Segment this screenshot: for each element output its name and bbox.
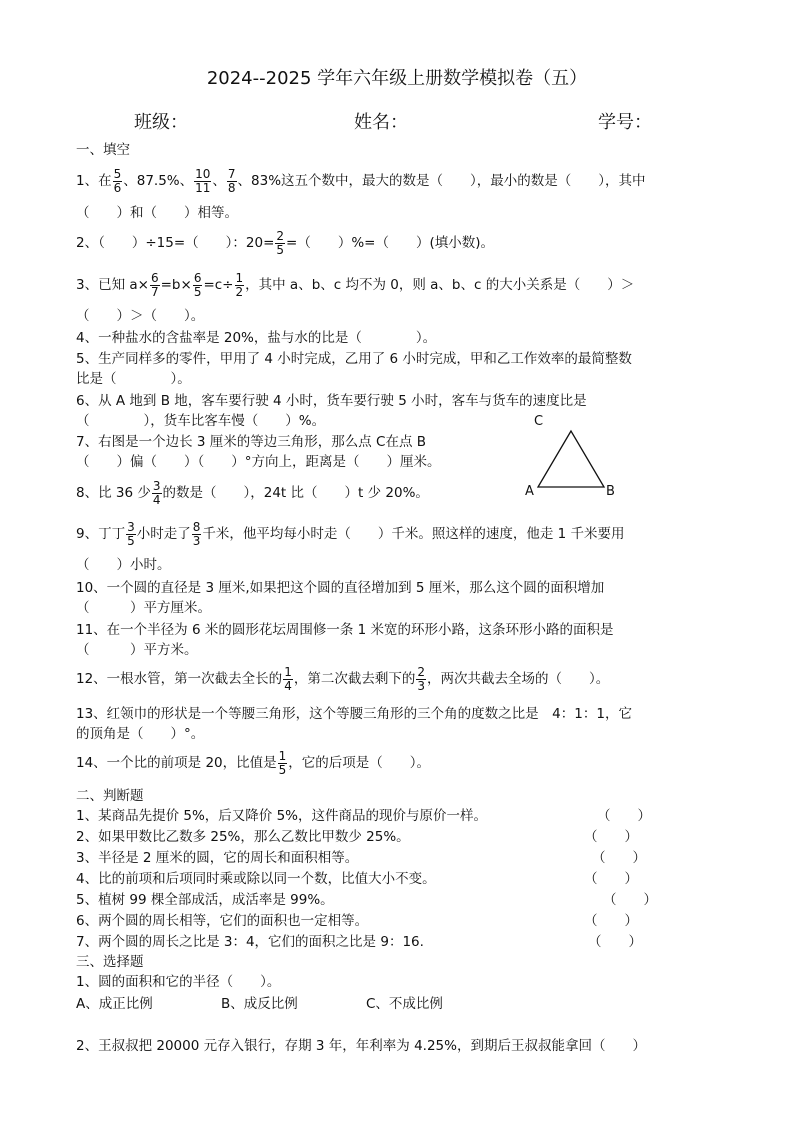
choice-question-2: 2、王叔叔把 20000 元存入银行，存期 3 年，年利率为 4.25%，到期后王叔叔能拿回（ ）	[76, 1038, 646, 1054]
judge-item-3: 3、半径是 2 厘米的圆，它的周长和面积相等。	[76, 850, 359, 866]
judge-answer-paren[interactable]: （ ）	[597, 808, 651, 824]
judge-item-1: 1、某商品先提价 5%，后又降价 5%，这件商品的现价与原价一样。	[76, 808, 488, 824]
fraction: $\frac{8}{3}$	[192, 519, 201, 548]
fraction: $\frac{5}{6}$	[113, 166, 122, 195]
judge-item-4: 4、比的前项和后项同时乘或除以同一个数，比值大小不变。	[76, 871, 436, 887]
fraction: $\frac{2}{5}$	[276, 228, 285, 257]
fill-question-13-line2: 的顶角是（ ）°。	[76, 726, 205, 742]
equilateral-triangle-diagram	[535, 428, 607, 490]
triangle-label-b: B	[606, 484, 615, 499]
fraction: $\frac{2}{3}$	[417, 664, 425, 693]
fill-question-5: 5、生产同样多的零件，甲用了 4 小时完成，乙用了 6 小时完成，甲和乙工作效率的最简整数	[76, 351, 632, 367]
fill-question-8: 8、比 36 少 $\frac{3}{4}$ 的数是（ ），24t 比（ ）t 少 20%。	[76, 478, 429, 507]
fraction: $\frac{1}{2}$	[235, 270, 244, 299]
fill-question-1: 1、在 $\frac{5}{6}$ 、87.5%、 $\frac{10}{11}$ 、 $\frac{7}{8}$ 、83%这五个数中，最大的数是（ ），最小的数是（ ），其中	[76, 166, 646, 195]
fraction: $\frac{1}{5}$	[278, 748, 287, 777]
judge-item-2: 2、如果甲数比乙数多 25%，那么乙数比甲数少 25%。	[76, 829, 410, 845]
fill-question-7-line2: （ ）偏（ ）（ ）°方向上，距离是（ ）厘米。	[76, 454, 441, 470]
judge-answer-paren[interactable]: （ ）	[603, 892, 657, 908]
fill-question-6: 6、从 A 地到 B 地，客车要行驶 4 小时，货车要行驶 5 小时，客车与货车的速度比是	[76, 393, 587, 409]
judge-item-6: 6、两个圆的周长相等，它们的面积也一定相等。	[76, 913, 369, 929]
choice-option-c[interactable]: C、不成比例	[366, 996, 443, 1012]
exam-title: 2024--2025 学年六年级上册数学模拟卷（五）	[206, 68, 588, 89]
fill-question-13: 13、红领巾的形状是一个等腰三角形，这个等腰三角形的三个角的度数之比是 4：1：1，它	[76, 706, 632, 722]
judge-answer-paren[interactable]: （ ）	[584, 913, 638, 929]
student-number-label: 学号：	[598, 112, 652, 133]
fraction: $\frac{10}{11}$	[195, 166, 211, 195]
fill-question-3-line2: （ ）＞（ ）。	[76, 308, 205, 324]
fill-question-14: 14、一个比的前项是 20，比值是 $\frac{1}{5}$ ，它的后项是（ ）。	[76, 748, 431, 777]
judge-answer-paren[interactable]: （ ）	[584, 871, 638, 887]
judge-answer-paren[interactable]: （ ）	[584, 829, 638, 845]
section-judge-heading: 二、判断题	[76, 788, 144, 804]
fill-question-10-line2: （ ）平方厘米。	[76, 600, 211, 616]
choice-option-b[interactable]: B、成反比例	[221, 996, 298, 1012]
triangle-label-c: C	[534, 414, 544, 429]
fraction: $\frac{6}{5}$	[193, 270, 202, 299]
section-fill-heading: 一、填空	[76, 142, 130, 158]
fill-question-1-line2: （ ）和（ ）相等。	[76, 205, 238, 221]
fill-question-6-line2: （ ），货车比客车慢（ ）%。	[76, 413, 326, 429]
fraction: $\frac{6}{7}$	[150, 270, 159, 299]
judge-answer-paren[interactable]: （ ）	[592, 850, 646, 866]
fill-question-2: 2、（ ）÷15=（ ）：20= $\frac{2}{5}$ =（ ）%=（ ）(填小数)。	[76, 228, 495, 257]
judge-answer-paren[interactable]: （ ）	[588, 934, 642, 950]
triangle-label-a: A	[525, 484, 534, 499]
name-label: 姓名：	[354, 112, 408, 133]
fraction: $\frac{3}{4}$	[152, 478, 161, 507]
fill-question-4: 4、一种盐水的含盐率是 20%，盐与水的比是（ ）。	[76, 330, 437, 346]
fill-question-7: 7、右图是一个边长 3 厘米的等边三角形，那么点 C在点 B	[76, 434, 427, 450]
fraction: $\frac{3}{5}$	[127, 519, 135, 548]
fill-question-11: 11、在一个半径为 6 米的圆形花坛周围修一条 1 米宽的环形小路，这条环形小路的面积是	[76, 622, 614, 638]
fraction: $\frac{7}{8}$	[227, 166, 236, 195]
fraction: $\frac{1}{4}$	[284, 664, 292, 693]
choice-option-a[interactable]: A、成正比例	[76, 996, 153, 1012]
fill-question-9-line2: （ ）小时。	[76, 557, 171, 573]
class-label: 班级：	[134, 112, 188, 133]
fill-question-9: 9、丁丁 $\frac{3}{5}$ 小时走了 $\frac{8}{3}$ 千米，他平均每小时走（ ）千米。照这样的速度，他走 1 千米要用	[76, 519, 625, 548]
fill-question-12: 12、一根水管，第一次截去全长的 $\frac{1}{4}$ ，第二次截去剩下的 $\frac{2}{3}$ ，两次共截去全场的（ ）。	[76, 664, 610, 693]
fill-question-5-line2: 比是（ ）。	[76, 371, 191, 387]
fill-question-10: 10、一个圆的直径是 3 厘米,如果把这个圆的直径增加到 5 厘米，那么这个圆的面积增加	[76, 580, 605, 596]
fill-question-3: 3、已知 a× $\frac{6}{7}$ =b× $\frac{6}{5}$ =c÷ $\frac{1}{2}$ ，其中 a、b、c 均不为 0，则 a、b、c 的大小关系是（ ）＞	[76, 270, 635, 299]
section-choice-heading: 三、选择题	[76, 954, 144, 970]
fill-question-11-line2: （ ）平方米。	[76, 642, 198, 658]
choice-question-1: 1、圆的面积和它的半径（ ）。	[76, 974, 281, 990]
judge-item-7: 7、两个圆的周长之比是 3：4，它们的面积之比是 9：16.	[76, 934, 424, 950]
judge-item-5: 5、植树 99 棵全部成活，成活率是 99%。	[76, 892, 334, 908]
